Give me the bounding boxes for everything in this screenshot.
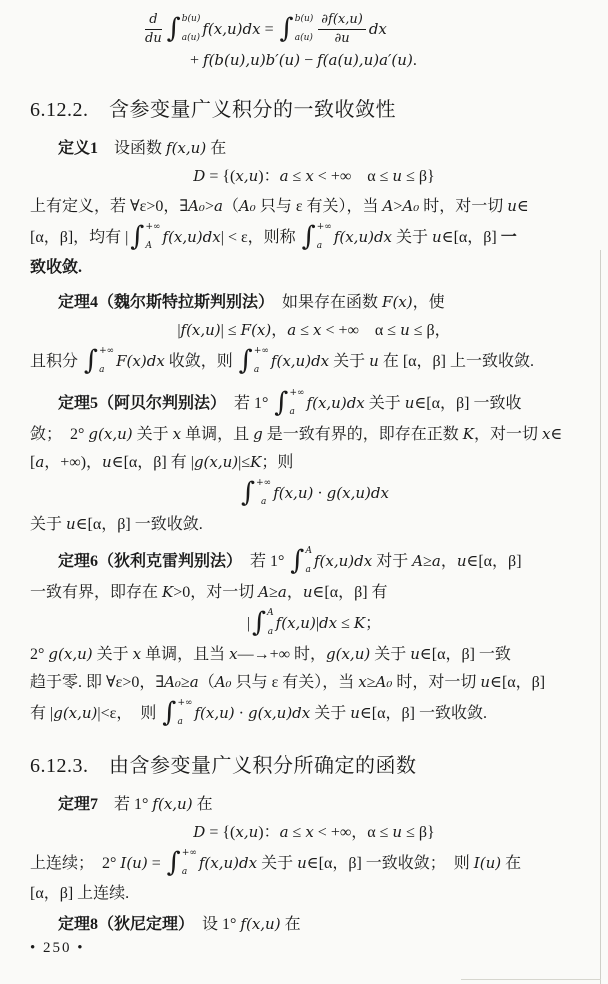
integral-sign: ∫ <box>274 387 289 419</box>
math-expression: u <box>302 583 313 601</box>
text-run: 对于 <box>372 553 413 570</box>
text-run: ≤ β， <box>409 322 451 339</box>
text-run: ∈ <box>516 198 529 215</box>
math-expression: f(x,u) <box>166 139 207 157</box>
text-run: ≤ <box>288 168 306 185</box>
fraction <box>318 12 366 46</box>
math-expression: u <box>392 823 403 841</box>
integral-sign: ∫ <box>252 607 267 639</box>
text-run: | <box>177 322 181 339</box>
text-run: ∈[α，β] <box>441 229 501 246</box>
math-expression: a <box>277 583 287 601</box>
bold-term: 定理6（狄利克雷判别法） <box>58 553 235 570</box>
text-run: 有 | <box>30 705 54 722</box>
math-expression: u <box>66 515 76 533</box>
text-run: | < ε，则称 <box>220 229 300 246</box>
text-run: ； <box>365 615 382 632</box>
text-run: · <box>313 485 327 502</box>
math-expression: f(x,u)dx <box>270 352 330 370</box>
text-run: 时，对一切 <box>392 674 481 691</box>
integral <box>252 608 274 638</box>
text-run: > <box>204 198 214 215</box>
text-run: —→+∞ 时， <box>237 646 327 663</box>
math-expression: A₀ <box>375 673 393 691</box>
text-run: 且积分 <box>30 353 83 370</box>
theorem-5-display <box>30 476 598 510</box>
integral-upper-limit: A <box>305 545 312 556</box>
math-expression: u <box>404 394 415 412</box>
text-run: （ <box>222 198 239 215</box>
integral-lower-limit: A <box>145 240 152 251</box>
math-expression: a <box>279 167 289 185</box>
text-run: 上有定义，若 ∀ε>0，∃ <box>30 198 189 215</box>
text-run: . <box>412 52 417 69</box>
bold-term: 定义1 <box>58 140 99 157</box>
math-expression: a <box>287 321 297 339</box>
math-expression: a <box>189 673 199 691</box>
text-run: )： <box>258 824 280 841</box>
bold-term: 定理7 <box>58 796 99 813</box>
integral-limits <box>98 346 114 377</box>
text-run: = <box>260 21 278 38</box>
integral-sign: ∫ <box>290 545 305 577</box>
integral-upper-limit: b(u) <box>294 13 314 24</box>
math-expression: A₀ <box>238 197 256 215</box>
bold-term: 定理5（阿贝尔判别法） <box>58 395 219 412</box>
text-run: 单调，且当 <box>141 646 230 663</box>
text-run: ， <box>440 553 457 570</box>
integral-limits <box>316 222 332 253</box>
text-run: 6.12.3. 由含参变量广义积分所确定的函数 <box>30 755 417 777</box>
text-run: ， <box>286 584 303 601</box>
text-run: ∈ <box>550 426 563 443</box>
integral-upper-limit: +∞ <box>316 221 332 232</box>
text-run: ，使 <box>412 294 445 311</box>
text-run: − <box>300 52 318 69</box>
text-run: （ <box>198 674 215 691</box>
text-run: 上连续； 2° <box>30 855 121 872</box>
fraction-numerator: ∂f(x,u) <box>318 12 366 30</box>
theorem-6-line4 <box>30 668 598 696</box>
math-expression: x,u <box>235 167 259 185</box>
text-run: 在 <box>280 916 301 933</box>
text-run: 关于 <box>30 516 67 533</box>
integral-limits <box>294 14 314 45</box>
integral-sign: ∫ <box>84 345 99 377</box>
integral <box>84 346 114 376</box>
integral-upper-limit: A <box>267 607 274 618</box>
text-run: |<ε， 则 <box>97 705 161 722</box>
text-run: = <box>147 855 165 872</box>
text-run: | ≤ <box>220 322 241 339</box>
integral-lower-limit: a <box>305 564 311 575</box>
theorem-8-intro <box>30 910 598 938</box>
math-expression: x,u <box>235 823 259 841</box>
integral-lower-limit: a <box>177 716 183 727</box>
text-run: < +∞ α ≤ <box>313 168 393 185</box>
text-run: 在 <box>206 140 227 157</box>
text-run: 关于 <box>257 855 298 872</box>
text-run: 在 <box>501 855 522 872</box>
integral-limits <box>255 478 271 509</box>
math-expression: f(x,u)dx <box>333 228 393 246</box>
text-run: 关于 <box>370 646 411 663</box>
page-number: • 250 • <box>30 940 85 956</box>
theorem-7-domain <box>30 818 598 846</box>
bold-term: 致收敛. <box>30 259 83 276</box>
text-run: ∈[α，β] 有 | <box>111 454 194 471</box>
integral-lower-limit: a <box>316 240 323 251</box>
math-expression: a <box>213 197 223 215</box>
scan-edge-shadow-right <box>600 250 601 984</box>
text-run: | <box>315 615 320 632</box>
fraction-numerator: d <box>145 12 162 30</box>
text-run: < +∞，α ≤ <box>313 824 393 841</box>
bold-term: 定理8（狄尼定理） <box>58 916 187 933</box>
math-expression: u <box>392 167 403 185</box>
text-run: 只与 ε 有关），当 <box>231 674 359 691</box>
definition-1-domain <box>30 162 598 190</box>
math-expression: f(x,u)dx <box>198 854 258 872</box>
math-expression: u <box>507 197 517 215</box>
theorem-4-intro <box>30 288 598 316</box>
section-heading-6-12-3 <box>30 750 598 782</box>
theorem-5-line1 <box>30 386 598 420</box>
text-run: ，+∞)， <box>44 454 103 471</box>
theorem-4-conclusion <box>30 344 598 378</box>
text-run: ；则 <box>261 454 294 471</box>
math-expression: f(b(u),u)b′(u) <box>203 51 301 69</box>
math-expression: dx <box>368 20 387 38</box>
integral-limits <box>181 848 197 879</box>
text-run: + <box>190 52 204 69</box>
math-expression: A₀ <box>164 673 181 691</box>
integral-upper-limit: +∞ <box>289 387 305 398</box>
text-run: ∈[α，β] 一致收敛. <box>359 705 487 722</box>
math-expression: u <box>297 854 307 872</box>
math-expression: u <box>350 704 360 722</box>
math-expression: K <box>353 614 366 632</box>
math-expression: g <box>253 425 263 443</box>
text-run: 设 1° <box>186 916 241 933</box>
text-run: ≤ β} <box>402 824 435 841</box>
text-run: 只与 ε 有关），当 <box>255 198 383 215</box>
text-run: ∈[α，β] 有 <box>312 584 388 601</box>
math-expression: g(x,u)dx <box>247 704 311 722</box>
scan-edge-shadow-bottom <box>461 979 601 980</box>
math-expression: A₀ <box>188 197 205 215</box>
math-expression: x <box>132 645 142 663</box>
math-expression: g(x,u) <box>88 425 133 443</box>
text-run: ∈[α，β] <box>490 674 546 691</box>
math-expression: g(x,u)dx <box>326 484 389 502</box>
math-expression: K <box>162 583 174 601</box>
text-run: | <box>246 615 251 632</box>
math-expression: A <box>258 583 270 601</box>
text-run: ∈[α，β] 一致收敛； 则 <box>306 855 474 872</box>
text-run: 若 1° <box>98 796 153 813</box>
math-expression: x <box>172 425 182 443</box>
integral <box>130 222 160 252</box>
integral <box>239 346 269 376</box>
math-expression: F(x)dx <box>116 352 165 370</box>
definition-1-body-line2 <box>30 220 598 254</box>
integral-limits <box>176 698 192 729</box>
math-expression: u <box>432 228 442 246</box>
text-run: 如果存在函数 <box>266 294 383 311</box>
text-run: ∈[α，β] 一致收 <box>414 395 522 412</box>
text-run: ≥ <box>180 674 190 691</box>
text-run: |≤ <box>238 454 251 471</box>
fraction <box>145 12 162 46</box>
integral-upper-limit: +∞ <box>181 847 197 858</box>
theorem-6-conclusion <box>30 696 598 730</box>
math-expression: I(u) <box>120 854 148 872</box>
text-run: 关于 <box>132 426 173 443</box>
text-run: [α，β]，均有 | <box>30 229 129 246</box>
text-run: = {( <box>205 824 236 841</box>
math-expression: x <box>305 823 314 841</box>
integral-lower-limit: a(u) <box>181 32 200 43</box>
integral-sign: ∫ <box>279 13 294 45</box>
math-expression: f(x,u) <box>180 321 221 339</box>
text-run: ≤ <box>337 615 354 632</box>
theorem-7-intro <box>30 790 598 818</box>
definition-1-intro <box>30 134 598 162</box>
text-run: 关于 <box>392 229 433 246</box>
integral-sign: ∫ <box>130 221 145 253</box>
text-run: 趋于零. 即 ∀ε>0，∃ <box>30 674 165 691</box>
text-run: 2° <box>30 646 49 663</box>
integral-lower-limit: a <box>181 866 188 877</box>
math-expression: u <box>410 645 420 663</box>
math-expression: f(x,u)dx <box>314 552 373 570</box>
math-expression: f(x,u)dx <box>162 228 221 246</box>
math-expression: f(x,u) <box>152 795 193 813</box>
math-expression: A₀ <box>214 673 232 691</box>
integral-lower-limit: a <box>99 364 105 375</box>
math-expression: u <box>400 321 410 339</box>
integral-sign: ∫ <box>301 221 316 253</box>
text-run: ∈[α，β] 一致 <box>419 646 511 663</box>
math-expression: x <box>229 645 238 663</box>
integral <box>280 14 314 44</box>
theorem-5-conclusion <box>30 510 598 538</box>
text-run: ∈[α，β] 一致收敛. <box>75 516 203 533</box>
math-expression: I(u) <box>473 854 502 872</box>
math-expression: A <box>412 552 424 570</box>
math-expression: K <box>462 425 474 443</box>
text-run: ≤ <box>288 824 306 841</box>
text-run: 设函数 <box>98 140 167 157</box>
integral-sign: ∫ <box>162 697 177 729</box>
text-run: ≥ <box>269 584 278 601</box>
text-run: 单调，且 <box>181 426 254 443</box>
text-run: ≤ β} <box>402 168 435 185</box>
integral-lower-limit: a <box>289 406 295 417</box>
math-expression: f(x,u) <box>273 484 314 502</box>
math-expression: A₀ <box>402 197 420 215</box>
text-run: 关于 <box>329 353 370 370</box>
bold-term: 一 <box>500 229 517 246</box>
theorem-6-line3 <box>30 640 598 668</box>
definition-1-body-line3 <box>30 254 598 282</box>
math-expression: u <box>480 673 491 691</box>
theorem-5-line3 <box>30 448 598 476</box>
fraction-denominator: du <box>145 30 162 46</box>
integral-lower-limit: a <box>253 364 260 375</box>
integral <box>167 848 197 878</box>
integral-limits <box>144 222 160 253</box>
integral-upper-limit: +∞ <box>253 345 269 356</box>
text-run: [α，β] 上连续. <box>30 885 130 902</box>
math-expression: x <box>305 167 314 185</box>
text-run: 若 1° <box>218 395 273 412</box>
text-run: 在 [α，β] 上一致收敛. <box>378 353 535 370</box>
text-run: 关于 <box>364 395 405 412</box>
text-run: ≤ <box>296 322 313 339</box>
theorem-4-inequality <box>30 316 598 344</box>
integral <box>167 14 201 44</box>
integral-limits <box>253 346 269 377</box>
text-run: > <box>393 198 403 215</box>
integral <box>241 478 271 508</box>
integral-lower-limit: a(u) <box>294 32 313 43</box>
text-run: < +∞ α ≤ <box>321 322 401 339</box>
integral <box>162 698 192 728</box>
integral-limits <box>181 14 201 45</box>
math-expression: f(a(u),u)a′(u) <box>317 51 413 69</box>
integral-limits <box>289 388 305 419</box>
integral-lower-limit: a <box>260 496 267 507</box>
theorem-6-line2 <box>30 578 598 606</box>
theorem-5-line2 <box>30 420 598 448</box>
text-run: ∈[α，β] <box>466 553 522 570</box>
text-run: 关于 <box>92 646 133 663</box>
math-expression: g(x,u) <box>53 704 98 722</box>
text-run: 是一致有界的，即存在正数 <box>262 426 463 443</box>
theorem-7-conclusion <box>30 880 598 908</box>
formula-leibniz-line2 <box>30 46 598 74</box>
math-expression: f(x,u) <box>240 915 281 933</box>
math-expression: F(x) <box>382 293 413 311</box>
math-expression: f(x,u) <box>194 704 235 722</box>
math-expression: f(x,u)dx <box>306 394 365 412</box>
math-expression: u <box>369 352 379 370</box>
math-expression: f(x,u)dx <box>202 20 261 38</box>
text-run: · <box>234 705 248 722</box>
text-run: 在 <box>192 796 213 813</box>
integral <box>302 222 332 252</box>
text-run: 若 1° <box>234 553 289 570</box>
math-expression: D <box>193 167 206 185</box>
text-run: 关于 <box>310 705 351 722</box>
section-heading-6-12-2 <box>30 94 598 126</box>
integral-sign: ∫ <box>166 847 181 879</box>
integral-limits <box>266 608 274 639</box>
integral-lower-limit: a <box>267 626 274 637</box>
math-expression: F(x) <box>240 321 272 339</box>
text-run: ≥ <box>423 553 432 570</box>
text-run: 时，对一切 <box>419 198 508 215</box>
math-expression: u <box>456 552 467 570</box>
math-expression: K <box>250 453 262 471</box>
math-expression: a <box>431 552 441 570</box>
math-expression: D <box>193 823 206 841</box>
integral-upper-limit: +∞ <box>177 697 193 708</box>
text-run: ，对一切 <box>473 426 542 443</box>
text-run: ， <box>271 322 288 339</box>
text-run: 收敛，则 <box>164 353 237 370</box>
text-run: 敛； 2° <box>30 426 89 443</box>
math-expression: f(x,u) <box>275 614 316 632</box>
definition-1-body-line1 <box>30 192 598 220</box>
math-expression: x <box>541 425 551 443</box>
fraction-denominator: ∂u <box>334 30 350 46</box>
math-expression: g(x,u) <box>48 645 93 663</box>
theorem-6-display <box>30 606 598 640</box>
math-expression: A <box>382 197 394 215</box>
text-run: ≥ <box>366 674 376 691</box>
math-expression: a <box>279 823 289 841</box>
page-body <box>30 0 598 938</box>
text-run: >0，对一切 <box>173 584 259 601</box>
math-expression: g(x,u) <box>326 645 371 663</box>
text-run: )： <box>258 168 280 185</box>
integral-upper-limit: +∞ <box>256 477 272 488</box>
text-run: [ <box>30 454 36 471</box>
math-expression: dx <box>319 614 338 632</box>
text-run: 一致有界，即存在 <box>30 584 163 601</box>
math-expression: g(x,u) <box>193 453 239 471</box>
math-expression: x <box>312 321 322 339</box>
integral-limits <box>305 546 313 577</box>
integral-upper-limit: +∞ <box>99 345 115 356</box>
integral <box>274 388 304 418</box>
math-expression: a <box>35 453 45 471</box>
text-run: = {( <box>205 168 236 185</box>
integral-sign: ∫ <box>166 13 181 45</box>
formula-leibniz-line1 <box>30 12 598 46</box>
math-expression: x <box>358 673 367 691</box>
integral <box>290 546 312 576</box>
text-run: 6.12.2. 含参变量广义积分的一致收敛性 <box>30 99 396 121</box>
math-expression: u <box>102 453 112 471</box>
theorem-7-body <box>30 846 598 880</box>
integral-sign: ∫ <box>241 477 256 509</box>
integral-sign: ∫ <box>238 345 253 377</box>
bold-term: 定理4（魏尔斯特拉斯判别法） <box>58 294 267 311</box>
integral-upper-limit: b(u) <box>181 13 201 24</box>
theorem-6-line1 <box>30 544 598 578</box>
integral-upper-limit: +∞ <box>145 221 161 232</box>
